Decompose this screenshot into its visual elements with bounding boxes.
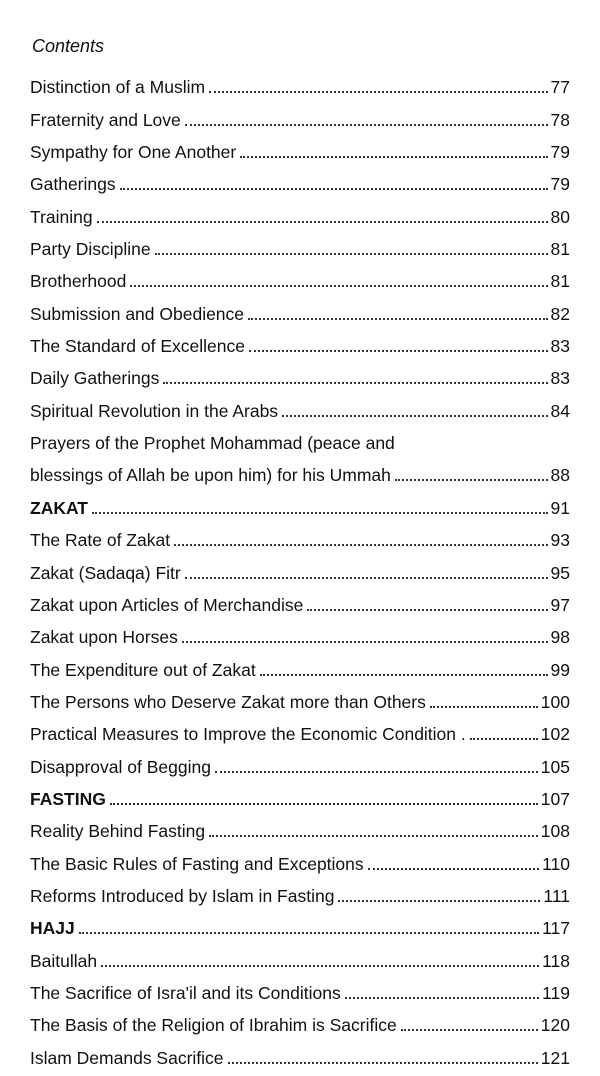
- toc-entry: [30, 66, 570, 98]
- toc-entry: [30, 357, 570, 389]
- contents-page: [30, 34, 570, 1069]
- toc-entry-page-number: 83: [550, 368, 570, 389]
- dot-leader: [79, 932, 539, 934]
- toc-entry: [30, 422, 570, 454]
- toc-entry: [30, 778, 570, 810]
- toc-entry: [30, 713, 570, 745]
- toc-entry-page-number: 91: [550, 497, 570, 518]
- toc-entry-title: Zakat upon Horses: [30, 627, 178, 648]
- toc-entry-page-number: 79: [550, 142, 570, 163]
- toc-entry-page-number: 77: [550, 77, 570, 98]
- toc-entry-page-number: 82: [550, 303, 570, 324]
- toc-entry-title: The Basis of the Religion of Ibrahim is Sacrifice: [30, 1015, 397, 1036]
- dot-leader: [338, 900, 540, 902]
- dot-leader: [395, 479, 548, 481]
- toc-entry-title: Daily Gatherings: [30, 368, 160, 389]
- toc-entry-title: Brotherhood: [30, 271, 127, 292]
- toc-entry-title: The Expenditure out of Zakat: [30, 659, 256, 680]
- toc-entry-page-number: 81: [550, 239, 570, 260]
- toc-entry: [30, 939, 570, 971]
- toc-entry-page-number: 111: [543, 885, 570, 906]
- contents-heading: Contents: [32, 36, 105, 56]
- toc-entry-title: Training: [30, 206, 93, 227]
- dot-leader: [260, 674, 548, 676]
- toc-entry: [30, 907, 570, 939]
- toc-entry-title: Reforms Introduced by Islam in Fasting: [30, 885, 335, 906]
- toc-entry-page-number: 97: [550, 594, 570, 615]
- dot-leader: [215, 771, 538, 773]
- toc-entry: [30, 163, 570, 195]
- toc-entry-page-number: 83: [550, 336, 570, 357]
- toc-entry-title: The Persons who Deserve Zakat more than Others: [30, 691, 426, 712]
- dot-leader: [228, 1062, 538, 1064]
- toc-entry-title: Baitullah: [30, 950, 98, 971]
- toc-entry: [30, 389, 570, 421]
- toc-entry-page-number: 84: [550, 400, 570, 421]
- toc-entry-title: blessings of Allah be upon him) for his Ummah: [30, 465, 391, 486]
- toc-entry-page-number: 118: [542, 950, 570, 971]
- toc-entry-title: Sympathy for One Another: [30, 142, 237, 163]
- toc-entry-title: Submission and Obedience: [30, 303, 245, 324]
- toc-entry-title: ZAKAT: [30, 497, 88, 518]
- toc-entry: [30, 551, 570, 583]
- table-of-contents: [30, 66, 570, 1069]
- dot-leader: [130, 285, 547, 287]
- toc-entry: [30, 195, 570, 227]
- toc-entry: [30, 1036, 570, 1068]
- toc-entry-page-number: 95: [550, 562, 570, 583]
- toc-entry-page-number: 79: [550, 174, 570, 195]
- toc-entry-page-number: 78: [550, 109, 570, 130]
- toc-entry-page-number: 99: [550, 659, 570, 680]
- toc-entry: [30, 228, 570, 260]
- toc-entry-page-number: 81: [550, 271, 570, 292]
- toc-entry: [30, 260, 570, 292]
- toc-entry: [30, 648, 570, 680]
- toc-entry: [30, 131, 570, 163]
- toc-entry: [30, 875, 570, 907]
- dot-leader: [185, 124, 548, 126]
- toc-entry-page-number: 107: [540, 788, 570, 809]
- toc-entry-title: Practical Measures to Improve the Economic Condition .: [30, 724, 466, 745]
- toc-entry-page-number: 108: [540, 821, 570, 842]
- dot-leader: [120, 188, 548, 190]
- dot-leader: [182, 641, 548, 643]
- dot-leader: [240, 156, 547, 158]
- toc-entry-title: Disapproval of Begging: [30, 756, 211, 777]
- toc-entry-title: Islam Demands Sacrifice: [30, 1047, 224, 1068]
- toc-entry-page-number: 80: [550, 206, 570, 227]
- toc-entry-title: The Sacrifice of Isra'il and its Conditions: [30, 982, 341, 1003]
- dot-leader: [249, 350, 548, 352]
- toc-entry-title: Spiritual Revolution in the Arabs: [30, 400, 279, 421]
- toc-entry-page-number: 98: [550, 627, 570, 648]
- dot-leader: [209, 91, 547, 93]
- dot-leader: [430, 706, 538, 708]
- dot-leader: [174, 544, 547, 546]
- toc-entry: [30, 454, 570, 486]
- toc-entry: [30, 486, 570, 518]
- toc-entry-title: The Standard of Excellence: [30, 336, 245, 357]
- toc-entry-title: Zakat upon Articles of Merchandise: [30, 594, 304, 615]
- toc-entry: [30, 519, 570, 551]
- dot-leader: [307, 609, 547, 611]
- dot-leader: [97, 221, 548, 223]
- toc-entry-title: Prayers of the Prophet Mohammad (peace and: [30, 433, 395, 454]
- toc-entry-page-number: 120: [540, 1015, 570, 1036]
- toc-entry-page-number: 93: [550, 530, 570, 551]
- toc-entry: [30, 745, 570, 777]
- toc-entry-page-number: 105: [540, 756, 570, 777]
- toc-entry-title: Zakat (Sadaqa) Fitr: [30, 562, 181, 583]
- toc-entry-page-number: 117: [542, 918, 570, 939]
- toc-entry: [30, 972, 570, 1004]
- toc-entry-title: HAJJ: [30, 918, 75, 939]
- toc-entry: [30, 98, 570, 130]
- toc-entry: [30, 681, 570, 713]
- toc-entry-page-number: 102: [540, 724, 570, 745]
- dot-leader: [209, 835, 538, 837]
- toc-entry-title: Gatherings: [30, 174, 116, 195]
- toc-entry-page-number: 100: [540, 691, 570, 712]
- dot-leader: [185, 577, 548, 579]
- toc-entry: [30, 842, 570, 874]
- toc-entry: [30, 292, 570, 324]
- dot-leader: [155, 253, 548, 255]
- toc-entry-title: Distinction of a Muslim: [30, 77, 206, 98]
- dot-leader: [368, 868, 539, 870]
- dot-leader: [248, 318, 548, 320]
- toc-entry: [30, 1004, 570, 1036]
- toc-entry-title: Fraternity and Love: [30, 109, 181, 130]
- dot-leader: [163, 382, 547, 384]
- toc-entry: [30, 810, 570, 842]
- toc-entry-page-number: 121: [540, 1047, 570, 1068]
- dot-leader: [110, 803, 538, 805]
- toc-entry: [30, 325, 570, 357]
- toc-entry: [30, 616, 570, 648]
- dot-leader: [92, 512, 548, 514]
- dot-leader: [282, 415, 547, 417]
- dot-leader: [401, 1029, 538, 1031]
- toc-entry-title: FASTING: [30, 788, 106, 809]
- toc-entry-page-number: 119: [542, 982, 570, 1003]
- toc-entry-title: The Basic Rules of Fasting and Exceptions: [30, 853, 364, 874]
- dot-leader: [470, 738, 538, 740]
- dot-leader: [345, 997, 539, 999]
- toc-entry-title: The Rate of Zakat: [30, 530, 171, 551]
- toc-entry-title: Party Discipline: [30, 239, 151, 260]
- toc-entry: [30, 584, 570, 616]
- dot-leader: [101, 965, 539, 967]
- toc-entry-page-number: 110: [542, 853, 570, 874]
- toc-entry-title: Reality Behind Fasting: [30, 821, 206, 842]
- toc-entry-page-number: 88: [550, 465, 570, 486]
